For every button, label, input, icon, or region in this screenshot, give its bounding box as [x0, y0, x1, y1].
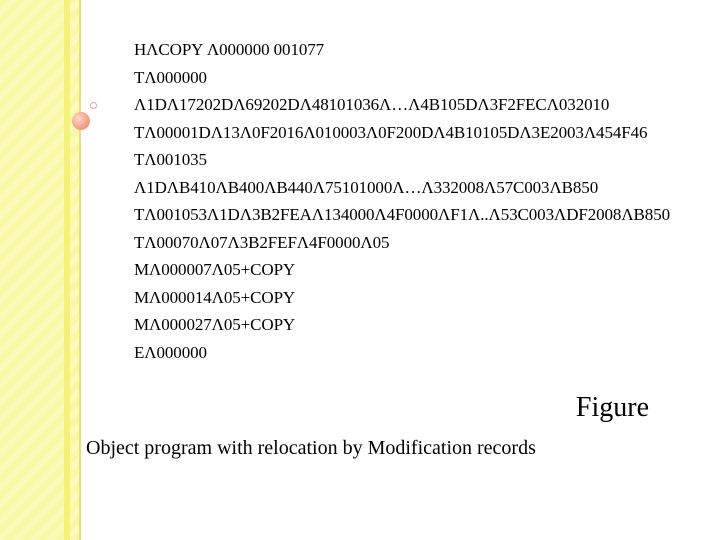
- text-record-2: TΛ00001DΛ13Λ0F2016Λ010003Λ0F200DΛ4B10105DΛ3E2003Λ454F46: [134, 122, 648, 142]
- modification-record-2: MΛ000014Λ05+COPY: [134, 287, 296, 307]
- modification-record-3: MΛ000027Λ05+COPY: [134, 315, 296, 334]
- text-record-3-body: Λ1DΛB410ΛB400ΛB440Λ75101000Λ…Λ332008Λ57C003ΛB850: [134, 177, 599, 197]
- text-record-3-header: TΛ001035: [134, 150, 207, 169]
- figure-label: Figure: [575, 392, 649, 423]
- text-record-1-header: TΛ000000: [134, 67, 207, 87]
- decorative-side-strip: [64, 0, 70, 540]
- decorative-bullet-dot: [72, 112, 90, 130]
- decorative-vertical-rule: [79, 0, 81, 540]
- decorative-small-dot: [90, 102, 97, 109]
- end-record: EΛ000000: [134, 342, 207, 362]
- text-record-1-body: Λ1DΛ17202DΛ69202DΛ48101036Λ…Λ4B105DΛ3F2FECΛ032010: [134, 95, 610, 114]
- text-record-4: TΛ001053Λ1DΛ3B2FEAΛ134000Λ4F0000ΛF1Λ..Λ53C003ΛDF2008ΛB850: [134, 205, 671, 224]
- text-record-5: TΛ00070Λ07Λ3B2FEFΛ4F0000Λ05: [134, 232, 390, 252]
- figure-caption: Object program with relocation by Modification records: [86, 437, 536, 459]
- modification-record-1: MΛ000007Λ05+COPY: [134, 260, 296, 279]
- object-program-listing: [134, 36, 709, 366]
- header-record: HΛCOPY Λ000000 001077: [134, 40, 325, 59]
